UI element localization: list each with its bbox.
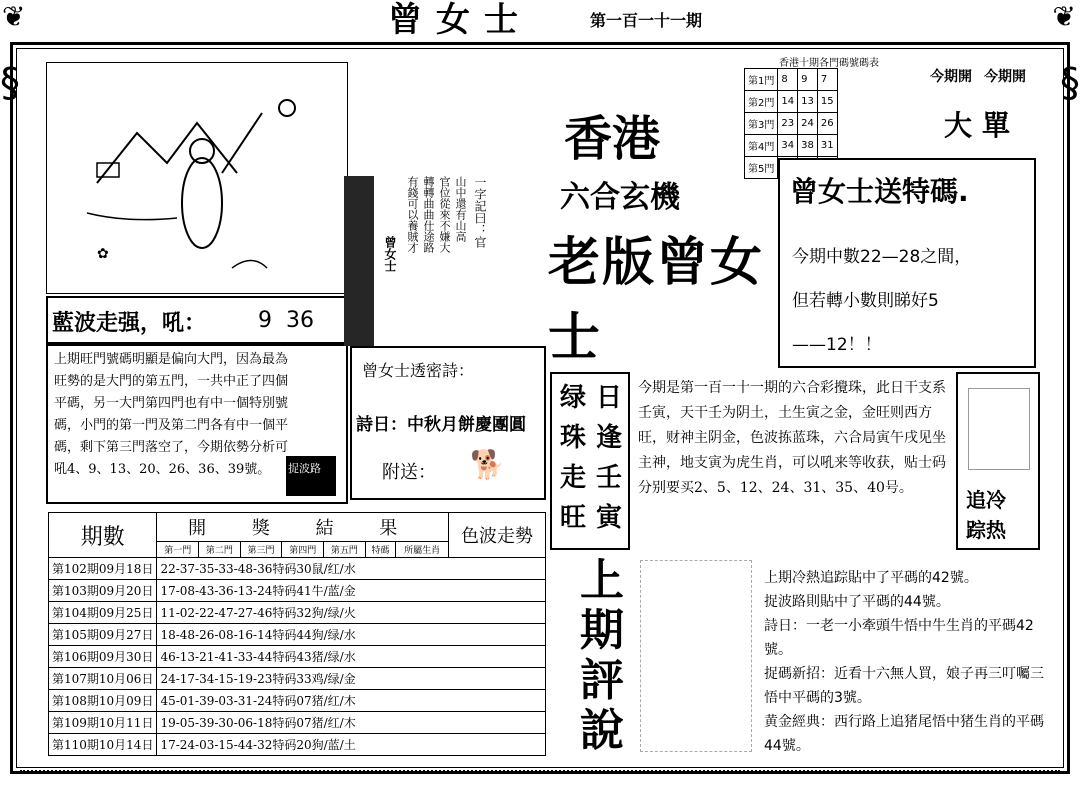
special-title: 曾女士送特碼. xyxy=(790,175,969,208)
side-scroll-icon: § xyxy=(0,60,20,106)
result-cell: 22-37-35-33-48-36特码30鼠/红/水 xyxy=(157,558,546,580)
cold-hot-line2: 踪热 xyxy=(966,518,1006,542)
scroll-poem-col3: 官位從來不嫌大 xyxy=(438,176,451,253)
subhead: 第二門 xyxy=(199,541,241,557)
green-pearl-char: 壬 xyxy=(595,463,622,493)
cold-hot-line1: 追冷 xyxy=(966,488,1006,512)
result-cell: 18-48-26-08-16-14特码44狗/绿/水 xyxy=(157,624,546,646)
review-line: 詩日：一老一小牽頭牛悟中牛生肖的平碼42號。 xyxy=(764,618,1034,658)
result-cell: 46-13-21-41-33-44特码43猪/绿/水 xyxy=(157,646,546,668)
hk-title-area xyxy=(540,60,770,368)
catch-wave-badge: 捉波路 xyxy=(286,456,336,496)
table-row xyxy=(49,712,546,734)
scroll-signature: 曾女士 xyxy=(383,236,397,272)
six-text-panel xyxy=(630,372,956,550)
period-cell: 第102期09月18日 xyxy=(49,558,157,580)
result-cell: 17-24-03-15-44-32特码20狗/蓝/土 xyxy=(157,734,546,756)
mini-table-title: 香港十期各門碼號碼表 xyxy=(779,58,879,69)
period-cell: 第106期09月30日 xyxy=(49,646,157,668)
review-line: 上期冷熱追踪貼中了平碼的42號。 xyxy=(764,570,978,586)
result-cell: 45-01-39-03-31-24特码07猪/红/木 xyxy=(157,690,546,712)
review-line: 黄金經典：西行路上追猪尾悟中猪生肖的平碼44號。 xyxy=(764,714,1044,754)
scroll-poem-col1: 一字記曰：官 xyxy=(473,176,487,248)
mini-cell: 15 xyxy=(817,91,837,113)
table-row xyxy=(49,734,546,756)
open-label-b: 今期開 xyxy=(984,69,1026,85)
subhead: 第五門 xyxy=(324,541,366,557)
last-review-char: 評 xyxy=(580,655,624,706)
subhead: 特碼 xyxy=(365,541,396,557)
subhead: 第四門 xyxy=(282,541,324,557)
period-cell: 第108期10月09日 xyxy=(49,690,157,712)
green-pearl-right-column xyxy=(594,378,624,538)
corner-ornament-icon: ❦ xyxy=(2,0,26,33)
mini-cell: 31 xyxy=(817,135,837,157)
mini-row-label: 第5門 xyxy=(745,157,778,179)
result-cell: 17-08-43-36-13-24特码41牛/蓝/金 xyxy=(157,580,546,602)
mini-cell: 24 xyxy=(798,113,818,135)
mini-cell: 26 xyxy=(817,113,837,135)
result-cell: 24-17-34-15-19-23特码33鸡/绿/金 xyxy=(157,668,546,690)
blue-wave-numbers: 9 36 xyxy=(258,308,314,333)
mini-cell: 23 xyxy=(778,113,798,135)
scroll-poem-col4: 轉轉曲曲仕途路 xyxy=(422,176,435,253)
table-row xyxy=(49,668,546,690)
special-line1: 今期中數22—28之間， xyxy=(792,247,972,267)
hk-subtitle: 六合玄機 xyxy=(560,180,680,215)
green-pearl-char: 珠 xyxy=(559,423,586,453)
table-row xyxy=(49,558,546,580)
green-pearl-left-column xyxy=(558,378,588,538)
special-line2: 但若轉小數則睇好5 xyxy=(792,291,939,311)
mini-code-table xyxy=(744,54,914,175)
review-text-panel xyxy=(764,566,1054,758)
mini-cell: 38 xyxy=(798,135,818,157)
corner-ornament-icon: ❦ xyxy=(1052,0,1076,33)
hk-big-title: 香港 xyxy=(564,111,661,167)
analysis-text-panel xyxy=(46,344,348,504)
analysis-text: 上期旺門號碼明顯是偏向大門，因為最為旺勢的是大門的第五門，一共中正了四個平碼，另一大門第四門也有中一個特別號碼，小門的第一門及第二門各有中一個平碼，剩下第三門落空了，今期依勢分析可吼4、9、13、20、26、36、39號。 xyxy=(54,352,289,477)
scroll-figure xyxy=(344,176,374,346)
mini-cell: 34 xyxy=(778,135,798,157)
scroll-panel xyxy=(344,176,530,346)
period-cell: 第109期10月11日 xyxy=(49,712,157,734)
results-title: 開 獎 結 果 xyxy=(157,513,449,542)
green-pearl-panel xyxy=(550,372,630,550)
poem-line: 詩日：中秋月餅慶團圓 xyxy=(356,415,526,435)
blue-wave-label: 藍波走强，吼： xyxy=(52,311,207,336)
table-row xyxy=(49,602,546,624)
subhead: 第一門 xyxy=(157,541,199,557)
result-cell: 19-05-39-30-06-18特码07猪/红/木 xyxy=(157,712,546,734)
green-pearl-char: 绿 xyxy=(559,383,586,413)
result-cell: 11-02-22-47-27-46特码32狗/绿/火 xyxy=(157,602,546,624)
green-pearl-char: 旺 xyxy=(559,503,586,533)
scroll-poem-col2: 山中還有山高 xyxy=(454,176,467,242)
big-single-label: 大單 xyxy=(944,109,1021,142)
last-review-char: 上 xyxy=(580,555,624,606)
period-cell: 第107期10月06日 xyxy=(49,668,157,690)
last-review-char: 說 xyxy=(580,705,624,756)
period-cell: 第104期09月25日 xyxy=(49,602,157,624)
hk-main-title: 老版曾女士 xyxy=(548,233,765,368)
poem-panel xyxy=(350,346,546,500)
green-pearl-char: 寅 xyxy=(595,503,622,533)
table-row xyxy=(49,624,546,646)
mini-cell: 14 xyxy=(778,91,798,113)
subhead: 所屬生肖 xyxy=(396,541,449,557)
side-scroll-icon: § xyxy=(1060,60,1080,106)
green-pearl-char: 逢 xyxy=(595,423,622,453)
period-cell: 第105期09月27日 xyxy=(49,624,157,646)
special-code-panel xyxy=(778,158,1036,368)
poem-attach: 附送： xyxy=(382,462,436,483)
masthead-title: 曾女士 xyxy=(345,0,575,40)
sage-landscape-illustration xyxy=(47,63,347,293)
cold-hot-panel xyxy=(956,372,1040,550)
decorative-figure xyxy=(968,388,1030,470)
mini-cell: 13 xyxy=(798,91,818,113)
six-text: 今期是第一百一十一期的六合彩攪珠，此日干支系壬寅，天干壬为阴土，土生寅之金，金旺则西方旺，财神主阴金，色波拣蓝珠，六合局寅午戌见坐主神，地支寅为虎生肖，可以吼来等收获，贴士码分别要买2、5、12、24、31、35、40号。 xyxy=(638,380,946,496)
green-pearl-char: 日 xyxy=(595,383,622,413)
mini-row-label: 第4門 xyxy=(745,135,778,157)
illustration-panel xyxy=(46,62,348,294)
svg-text:✿: ✿ xyxy=(97,246,109,262)
table-row xyxy=(49,580,546,602)
mini-cell: 9 xyxy=(798,69,818,91)
mini-row-label: 第1門 xyxy=(745,69,778,91)
open-label-a: 今期開 xyxy=(930,69,972,85)
review-line: 捉波路則貼中了平碼的44號。 xyxy=(764,594,950,610)
results-table xyxy=(48,512,546,756)
blue-wave-panel xyxy=(46,296,348,344)
table-row xyxy=(49,690,546,712)
issue-number: 第一百一十一期 xyxy=(590,11,703,30)
poem-title: 曾女士透密詩： xyxy=(362,361,475,380)
dog-icon: 🐕 xyxy=(470,448,505,481)
table-row xyxy=(49,646,546,668)
review-line: 捉碼新招：近看十六無人買，娘子再三叮囑三悟中平碼的3號。 xyxy=(764,666,1044,706)
mini-row-label: 第2門 xyxy=(745,91,778,113)
period-cell: 第103期09月20日 xyxy=(49,580,157,602)
color-trend-header: 色波走勢 xyxy=(449,513,546,558)
last-review-char: 期 xyxy=(580,605,624,656)
scroll-poem-col5: 有錢可以養賊才 xyxy=(406,176,419,253)
subhead: 第三門 xyxy=(240,541,282,557)
green-pearl-char: 走 xyxy=(559,463,586,493)
immortal-figure xyxy=(640,560,752,752)
mini-row-label: 第3門 xyxy=(745,113,778,135)
special-line3: ——12！！ xyxy=(792,335,882,355)
bottom-dotted-border xyxy=(20,770,1060,778)
period-header: 期數 xyxy=(49,513,157,558)
last-review-title xyxy=(572,556,632,756)
period-cell: 第110期10月14日 xyxy=(49,734,157,756)
mini-cell: 8 xyxy=(778,69,798,91)
mini-cell: 7 xyxy=(817,69,837,91)
